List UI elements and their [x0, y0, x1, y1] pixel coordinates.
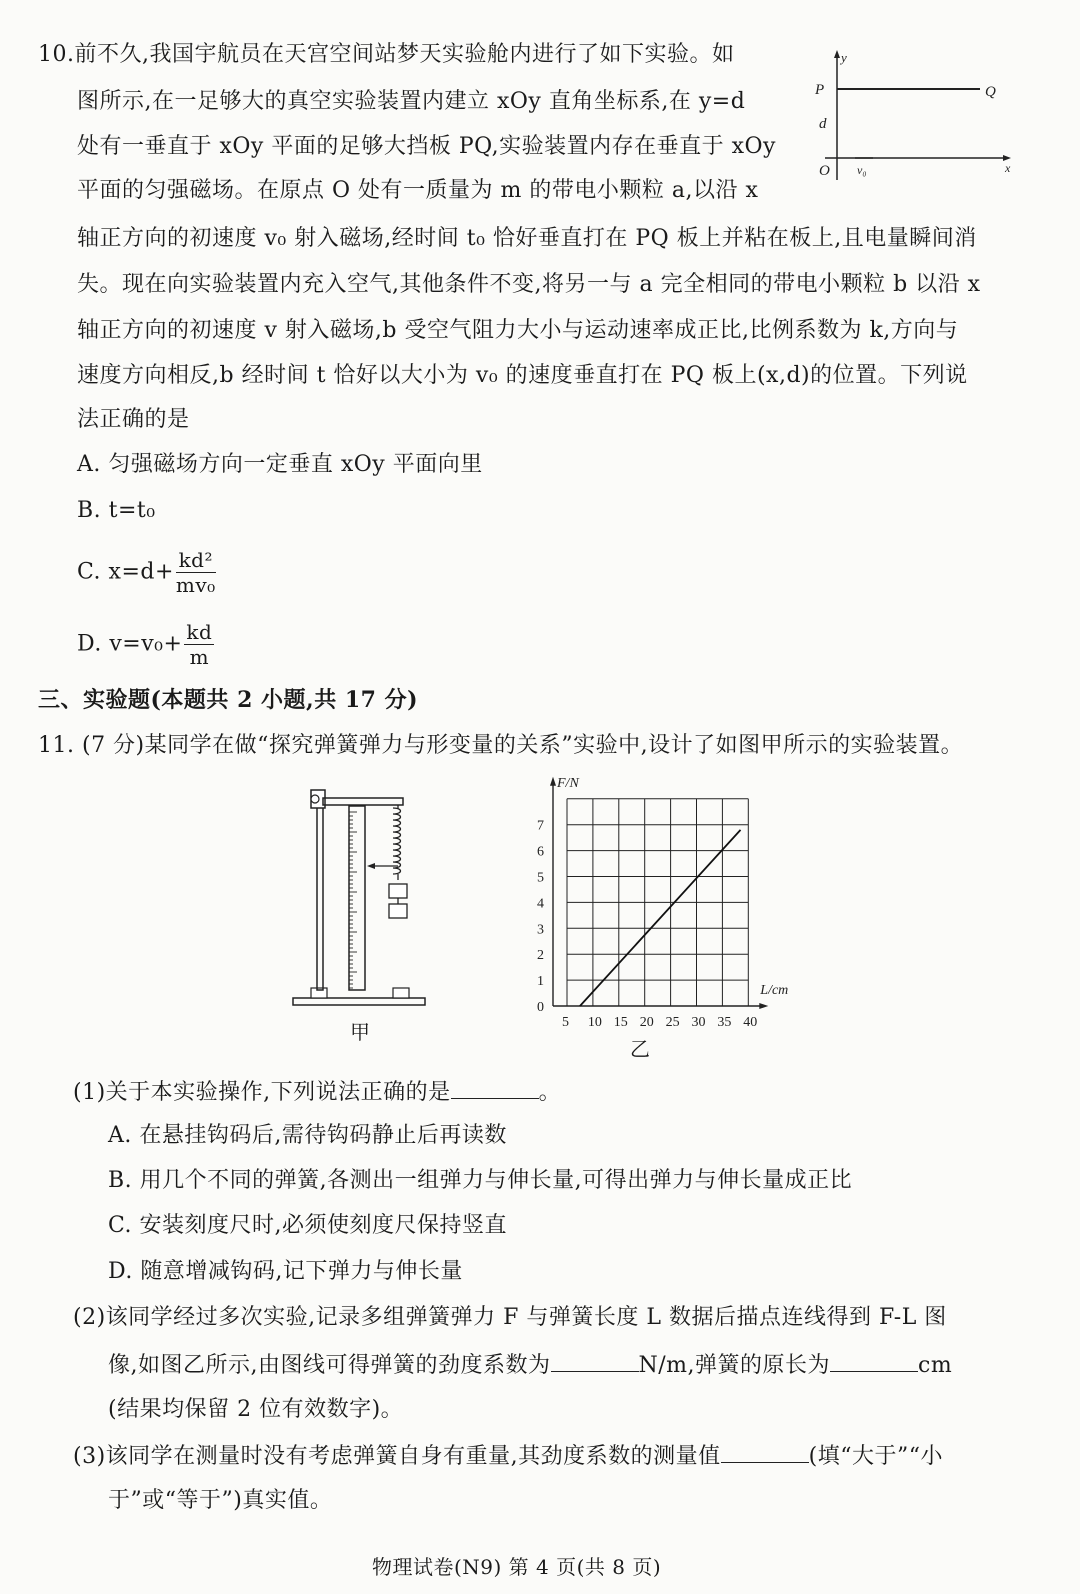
- q10-coordinate-figure: [795, 44, 1025, 184]
- fig-label-y: y: [841, 50, 847, 65]
- q10-line-9: 法正确的是: [77, 407, 190, 432]
- x-tick-label: 30: [691, 1015, 706, 1030]
- y-axis-label: F/N: [557, 775, 579, 791]
- figure-yi-chart: [515, 770, 815, 1040]
- q10-option-a: A. 匀强磁场方向一定垂直 xOy 平面向里: [77, 452, 483, 477]
- answer-blank-3[interactable]: [830, 1349, 918, 1372]
- fig-label-v0: v₀: [857, 163, 867, 177]
- q11-part-3-line-1: (3)该同学在测量时没有考虑弹簧自身有重量,其劲度系数的测量值 (填“大于”“小: [73, 1440, 943, 1472]
- q10-line-6: 失。现在向实验装置内充入空气,其他条件不变,将另一与 a 完全相同的带电小颗粒 b 以沿 x: [77, 272, 981, 297]
- option-c-fraction: $\frac{\text{kd²}}{\text{mv₀}}$: [175, 548, 216, 597]
- x-tick-label: 5: [562, 1015, 569, 1030]
- y-tick-label: 0: [537, 1000, 544, 1015]
- q10-line-1: 10.前不久,我国宇航员在天宫空间站梦天实验舱内进行了如下实验。如: [38, 42, 735, 67]
- y-tick-label: 7: [537, 818, 544, 834]
- y-axis-arrow: [550, 777, 556, 786]
- x-tick-label: 20: [639, 1015, 654, 1030]
- q10-line-2: 图所示,在一足够大的真空实验装置内建立 xOy 直角坐标系,在 y=d: [77, 89, 746, 114]
- q10-number: 10.: [38, 42, 75, 67]
- q11-option-b: B. 用几个不同的弹簧,各测出一组弹力与伸长量,可得出弹力与伸长量成正比: [108, 1168, 853, 1193]
- q10-option-b: B. t=t₀: [77, 498, 156, 523]
- q11-option-c: C. 安装刻度尺时,必须使刻度尺保持竖直: [108, 1213, 508, 1238]
- x-axis-arrow: [759, 1003, 768, 1009]
- q11-part-1: (1)关于本实验操作,下列说法正确的是 。: [73, 1076, 561, 1108]
- x-tick-label: 35: [717, 1015, 732, 1030]
- y-tick-label: 1: [537, 974, 544, 990]
- q10-line-8: 速度方向相反,b 经时间 t 恰好以大小为 v₀ 的速度垂直打在 PQ 板上(x,d)的位置。下列说: [77, 363, 968, 388]
- q11-part-3-line-2: 于”或“等于”)真实值。: [108, 1488, 333, 1513]
- q10-option-d: D. v=v₀+ $\frac{kd}{m}$: [77, 620, 213, 669]
- option-d-fraction: $\frac{kd}{m}$: [186, 620, 213, 669]
- y-tick-label: 4: [537, 896, 544, 912]
- fig-label-p: P: [815, 82, 825, 98]
- q11-option-d: D. 随意增减钩码,记下弹力与伸长量: [108, 1259, 463, 1284]
- fig-label-q: Q: [985, 84, 996, 100]
- q11-option-a: A. 在悬挂钩码后,需待钩码静止后再读数: [108, 1123, 507, 1148]
- figure-yi-label: 乙: [630, 1037, 651, 1061]
- y-tick-label: 2: [537, 948, 544, 964]
- q11-part-2-line-1: (2)该同学经过多次实验,记录多组弹簧弹力 F 与弹簧长度 L 数据后描点连线得到 F-L 图: [73, 1305, 947, 1330]
- y-tick-label: 5: [537, 870, 544, 886]
- q10-line-3: 处有一垂直于 xOy 平面的足够大挡板 PQ,实验装置内存在垂直于 xOy: [77, 134, 776, 159]
- q11-intro: 11. (7 分)某同学在做“探究弹簧弹力与形变量的关系”实验中,设计了如图甲所示的实验装置。: [38, 733, 964, 758]
- x-axis-label: L/cm: [760, 983, 789, 998]
- x-tick-label: 15: [613, 1015, 628, 1030]
- x-tick-label: 10: [587, 1015, 602, 1030]
- x-tick-label: 40: [743, 1015, 758, 1030]
- figure-jia-label: 甲: [350, 1020, 371, 1044]
- q10-option-c: C. x=d+ $\frac{\text{kd²}}{\text{mv₀}}$: [77, 548, 216, 597]
- fig-label-x: x: [1005, 161, 1011, 175]
- figure-jia-apparatus: [285, 780, 435, 1020]
- q10-line-5: 轴正方向的初速度 v₀ 射入磁场,经时间 t₀ 恰好垂直打在 PQ 板上并粘在板上,且电量瞬间消: [77, 226, 977, 251]
- answer-blank-4[interactable]: [721, 1440, 809, 1463]
- fig-label-o: O: [819, 163, 830, 179]
- section-3-heading: 三、实验题(本题共 2 小题,共 17 分): [38, 687, 419, 713]
- q10-line-4: 平面的匀强磁场。在原点 O 处有一质量为 m 的带电小颗粒 a,以沿 x: [77, 178, 759, 203]
- q11-part-2-line-2: 像,如图乙所示,由图线可得弹簧的劲度系数为 N/m,弹簧的原长为 cm: [108, 1349, 952, 1381]
- q10-line-7: 轴正方向的初速度 v 射入磁场,b 受空气阻力大小与运动速率成正比,比例系数为 k,方向与: [77, 318, 959, 343]
- fig-label-d: d: [819, 116, 827, 132]
- x-tick-label: 25: [665, 1015, 680, 1030]
- q11-part-2-line-3: (结果均保留 2 位有效数字)。: [108, 1397, 404, 1422]
- y-tick-label: 6: [537, 844, 544, 860]
- y-tick-label: 3: [537, 922, 544, 938]
- answer-blank-1[interactable]: [451, 1076, 539, 1099]
- answer-blank-2[interactable]: [551, 1349, 639, 1372]
- data-line-series: [580, 830, 741, 1006]
- page-footer: 物理试卷(N9) 第 4 页(共 8 页): [372, 1555, 662, 1579]
